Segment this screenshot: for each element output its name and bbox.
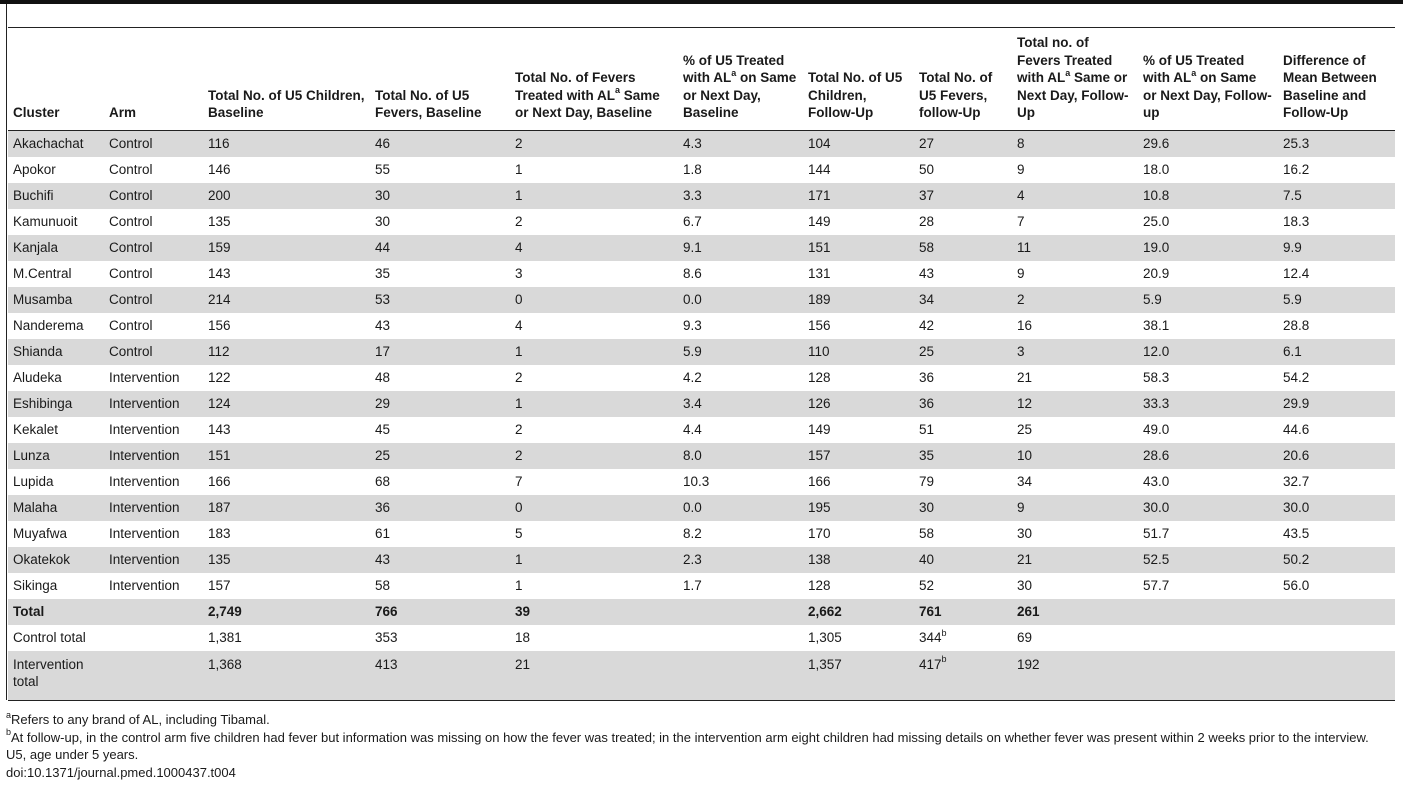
table-cell: Intervention [109,422,180,437]
summary-row [8,599,1395,625]
table-cell: 353 [375,630,398,645]
table-cell: Intervention total [8,651,104,701]
column-header: Total No. of U5 Children, Baseline [203,32,370,130]
table-cell: 36 [919,370,935,385]
footnote-marker: a [1191,67,1197,78]
table-cell: 36 [370,495,510,521]
table-cell: 35 [914,443,1012,469]
table-cell: 2 [515,422,523,437]
table-cell: 151 [203,443,370,469]
table-cell: 200 [203,183,370,209]
table-body [8,130,1395,700]
table-cell: 20.9 [1143,266,1170,281]
table-cell: 138 [803,547,914,573]
table-row [8,157,1395,183]
table-cell: 39 [510,599,678,625]
table-cell: 131 [808,266,831,281]
table-cell: 166 [808,474,831,489]
table-cell: 183 [208,526,231,541]
footnote-marker: a [6,709,12,720]
table-cell: 29.6 [1138,130,1278,157]
table-cell: 144 [808,162,831,177]
table-cell: 761 [914,599,1012,625]
table-cell: 4.4 [683,422,702,437]
table-cell: 37 [914,183,1012,209]
table-cell: 1.7 [683,578,702,593]
table-cell: 44 [370,235,510,261]
table-row [8,287,1395,313]
table-cell: 58 [375,578,391,593]
table-cell: 45 [375,422,391,437]
table-row [8,313,1395,339]
table-cell: 49.0 [1143,422,1170,437]
table-cell: 58 [914,235,1012,261]
column-header: Arm [104,32,203,130]
table-cell: 135 [203,547,370,573]
table-cell: Muyafwa [13,526,68,541]
table-cell: 43.5 [1283,526,1310,541]
table-cell [104,651,203,701]
table-cell: 20.6 [1278,443,1395,469]
table-cell: Intervention [109,370,180,385]
table-cell: 1 [510,183,678,209]
table-cell: 3.4 [678,391,803,417]
table-cell: 417$^b$ [914,651,1012,701]
table-cell: 1,305 [808,630,842,645]
table-cell: 27 [914,130,1012,157]
table-cell: 69 [1017,630,1033,645]
table-cell [1278,651,1395,701]
table-cell: 5 [515,526,523,541]
table-cell: M.Central [13,266,72,281]
table-row [8,391,1395,417]
table-cell: Intervention [104,443,203,469]
table-cell: 19.0 [1138,235,1278,261]
table-cell: 28.6 [1138,443,1278,469]
table-cell: Intervention [109,578,180,593]
table-cell: 104 [803,130,914,157]
table-cell: Kekalet [13,422,59,437]
table-cell: Kanjala [8,235,104,261]
table-cell [1138,625,1278,651]
table-cell: 2,749 [203,599,370,625]
table-cell: 4 [510,235,678,261]
footnote: $^a$Refers to any brand of AL, including Tibamal. [6,709,270,727]
table-cell: 25.3 [1278,130,1395,157]
table-cell: 30.0 [1138,495,1278,521]
table-cell: 1 [510,339,678,365]
table-cell: 122 [208,370,231,385]
table-cell: 143 [208,422,231,437]
table-cell: 21 [510,651,678,701]
table-cell: 18.3 [1283,214,1310,229]
table-cell: 159 [203,235,370,261]
table-cell: 43 [375,318,391,333]
table-cell: Control [109,266,153,281]
table-cell: 146 [208,162,231,177]
table-cell: 30.0 [1278,495,1395,521]
table-cell: 156 [208,318,231,333]
table-cell: 4 [1012,183,1138,209]
table-cell: 32.7 [1283,474,1310,489]
column-header: Total No. of Fevers Treated with $AL^a$ Same or Next Day, Baseline [510,32,678,130]
table-row [8,339,1395,365]
table-cell: 5.9 [1138,287,1278,313]
table-cell: 4.2 [683,370,702,385]
table-cell [678,625,803,651]
table-cell: 2.3 [678,547,803,573]
table-cell: 6.1 [1278,339,1395,365]
table-cell: 51.7 [1143,526,1170,541]
table-cell: 30 [375,214,391,229]
table-row [8,261,1395,287]
table-cell: 2 [515,214,523,229]
table-cell: Control [104,130,203,157]
table-cell: 42 [919,318,935,333]
table-cell: 9 [1012,495,1138,521]
table-cell: Total [8,599,104,625]
footnote-marker: b [941,654,947,664]
table-cell: 135 [208,214,231,229]
table-cell: 1,368 [203,651,370,701]
table-cell: 143 [208,266,231,281]
table-cell: 1,381 [208,630,242,645]
footnote-marker: a [615,85,621,95]
footnote-marker: b [6,727,12,738]
table-cell: 0 [510,495,678,521]
table-cell: 18.0 [1143,162,1170,177]
table-cell: 28.8 [1283,318,1310,333]
table-row [8,521,1395,547]
table-cell: 1 [510,547,678,573]
summary-row [8,625,1395,651]
table-cell: 2,662 [803,599,914,625]
table-cell: 43.0 [1143,474,1170,489]
table-cell: 25 [1017,422,1033,437]
table-row [8,209,1395,235]
table-cell: 10.8 [1138,183,1278,209]
table-cell: 171 [803,183,914,209]
footnote-marker: a [731,67,737,78]
table-cell: 35 [375,266,391,281]
table-row [8,573,1395,599]
table-cell: Control [109,318,153,333]
table-cell: 29.9 [1278,391,1395,417]
footnote: U5, age under 5 years. [6,747,139,763]
table-row [8,130,1395,157]
table-cell: 3.3 [678,183,803,209]
table-cell: 116 [203,130,370,157]
table-cell: 192 [1012,651,1138,701]
table-cell: 43 [370,547,510,573]
table-cell: 28 [919,214,935,229]
table-cell: 44.6 [1283,422,1310,437]
summary-row [8,651,1395,701]
table-cell: 9.9 [1278,235,1395,261]
table-cell: 124 [203,391,370,417]
table-cell: 1.8 [683,162,702,177]
footnote: doi:10.1371/journal.pmed.1000437.t004 [6,764,236,780]
table-cell: 8.6 [683,266,702,281]
table-cell: 40 [914,547,1012,573]
table-cell: Aludeka [13,370,62,385]
table-cell: 21 [1017,370,1033,385]
table-cell: 21 [1012,547,1138,573]
table-cell: 1,357 [803,651,914,701]
table-cell: 344$^b$ [919,627,947,645]
table-cell: 156 [808,318,831,333]
table-cell: 110 [803,339,914,365]
table-cell: 214 [203,287,370,313]
table-row [8,365,1395,391]
column-header: % of U5 Treated with $AL^a$ on Same or Next Day, Follow-up [1138,32,1278,130]
table-cell: 149 [808,422,831,437]
footnote-marker: b [941,627,947,638]
table-cell: 56.0 [1283,578,1310,593]
table-cell: Control [104,183,203,209]
table-cell: 30 [914,495,1012,521]
table-cell: Eshibinga [8,391,104,417]
table-cell: 50.2 [1278,547,1395,573]
table-cell: 68 [375,474,391,489]
table-cell: 38.1 [1143,318,1170,333]
table-cell: Kamunuoit [13,214,78,229]
table-cell: 2 [1012,287,1138,313]
table-cell: 157 [208,578,231,593]
column-header: Cluster [8,32,104,130]
table-cell: 166 [208,474,231,489]
table-cell: 36 [914,391,1012,417]
table-cell: 413 [370,651,510,701]
table-cell: Control [104,339,203,365]
left-border [6,4,7,700]
table-cell: 30 [1017,526,1033,541]
table-cell: Control [109,214,153,229]
table-cell: 128 [808,370,831,385]
table-cell: 10.3 [683,474,710,489]
table-cell: 34 [914,287,1012,313]
table-cell: 16.2 [1283,162,1310,177]
table-cell: 51 [919,422,935,437]
table-cell: 18 [515,630,531,645]
table-row [8,495,1395,521]
table-cell: 1 [515,578,523,593]
table-cell: 9.3 [683,318,702,333]
table-cell: 55 [375,162,391,177]
table-cell: 4.3 [678,130,803,157]
table-cell [1278,599,1395,625]
table-cell: Control [104,235,203,261]
table-cell: 16 [1017,318,1033,333]
table-cell: 25 [370,443,510,469]
table-cell: Control total [13,630,86,645]
column-header: Total No. of U5 Fevers, follow-Up [914,32,1012,130]
table-cell: 57.7 [1143,578,1170,593]
table-cell: 33.3 [1138,391,1278,417]
table-cell: 112 [203,339,370,365]
footnote-marker: a [1065,67,1071,78]
table-cell: 151 [803,235,914,261]
table-cell: 79 [919,474,935,489]
table-cell: 0 [510,287,678,313]
column-header: Total no. of Fevers Treated with $AL^a$ Same or Next Day, Follow-Up [1012,32,1138,130]
results-table [8,32,1395,701]
table-cell [678,599,803,625]
table-cell: 52 [919,578,935,593]
top-border [0,0,1403,4]
column-header: Total No. of U5 Children, Follow-Up [803,32,914,130]
table-cell: 2 [510,130,678,157]
table-cell: Malaha [8,495,104,521]
table-cell [678,651,803,701]
table-cell: 766 [370,599,510,625]
table-cell: Shianda [8,339,104,365]
table-cell: 9 [1017,266,1025,281]
table-cell: 10 [1012,443,1138,469]
table-cell: 30 [1017,578,1033,593]
table-cell: Akachachat [8,130,104,157]
table-row [8,469,1395,495]
table-cell: Sikinga [13,578,58,593]
table-cell: 12.4 [1283,266,1310,281]
table-cell: 8.0 [678,443,803,469]
table-cell: 25 [914,339,1012,365]
table-cell: 2 [510,443,678,469]
table-cell: Okatekok [8,547,104,573]
table-cell: Intervention [104,547,203,573]
table-cell: Intervention [104,391,203,417]
table-cell: 8 [1012,130,1138,157]
table-cell: 7 [1017,214,1025,229]
table-cell: Apokor [13,162,56,177]
table-cell [1138,599,1278,625]
table-cell: 46 [370,130,510,157]
table-cell: 4 [515,318,523,333]
table-cell: Lupida [13,474,54,489]
table-cell: 157 [803,443,914,469]
table-cell: 1 [515,162,523,177]
column-header: % of U5 Treated with $AL^a$ on Same or Next Day, Baseline [678,32,803,130]
column-header: Difference of Mean Between Baseline and Follow-Up [1278,32,1395,130]
table-cell: 48 [375,370,391,385]
table-cell: 54.2 [1283,370,1310,385]
table-cell: Buchifi [8,183,104,209]
table-row [8,547,1395,573]
table-cell: 29 [370,391,510,417]
table-cell: Musamba [8,287,104,313]
table-cell: 58 [919,526,935,541]
table-cell: Control [109,162,153,177]
table-cell: 1 [510,391,678,417]
table-cell: 5.9 [678,339,803,365]
table-cell: 43 [919,266,935,281]
table-cell: 17 [370,339,510,365]
table-cell: 12 [1012,391,1138,417]
table-footnotes [6,711,1401,781]
table-cell: 61 [375,526,391,541]
table-cell: Intervention [109,474,180,489]
column-header: Total No. of U5 Fevers, Baseline [370,32,510,130]
table-cell: 3 [1012,339,1138,365]
table-cell: 126 [803,391,914,417]
table-top-rule [8,27,1395,28]
table-cell: 52.5 [1138,547,1278,573]
table-cell: 30 [370,183,510,209]
table-cell: 9 [1017,162,1025,177]
table-cell: 8.2 [683,526,702,541]
table-cell: Nanderema [13,318,84,333]
table-cell: 128 [808,578,831,593]
table-cell: 58.3 [1143,370,1170,385]
table-cell: 12.0 [1138,339,1278,365]
table-cell: 7.5 [1278,183,1395,209]
table-cell: 187 [203,495,370,521]
table-cell: 189 [803,287,914,313]
table-cell: 261 [1012,599,1138,625]
table-cell: 0.0 [678,287,803,313]
table-cell: Intervention [109,526,180,541]
header-row [8,32,1395,130]
table-cell: 3 [515,266,523,281]
table-cell: 170 [808,526,831,541]
table-cell: Intervention [104,495,203,521]
table-cell: 195 [803,495,914,521]
table-cell: 11 [1012,235,1138,261]
table-row [8,183,1395,209]
table-cell: 34 [1017,474,1033,489]
table-cell: Lunza [8,443,104,469]
table-cell: 25.0 [1143,214,1170,229]
table-cell: Control [104,287,203,313]
table-cell: 9.1 [678,235,803,261]
table-cell: 149 [808,214,831,229]
table-row [8,235,1395,261]
table-cell: 0.0 [678,495,803,521]
table-row [8,443,1395,469]
table-cell [104,625,203,651]
table-cell: 7 [515,474,523,489]
table-header [8,32,1395,130]
table-cell: 50 [919,162,935,177]
footnote: $^b$At follow-up, in the control arm five children had fever but information was missing on how the fever was treated; in the intervention arm eight children had missing details on whether fever was present within 2 weeks prior to the interview. [6,727,1369,745]
table-cell: 2 [515,370,523,385]
table-row [8,417,1395,443]
table-cell [1138,651,1278,701]
table-cell: 5.9 [1278,287,1395,313]
table-cell [1278,625,1395,651]
table-cell [104,599,203,625]
table-cell: 6.7 [683,214,702,229]
table-cell: 53 [370,287,510,313]
